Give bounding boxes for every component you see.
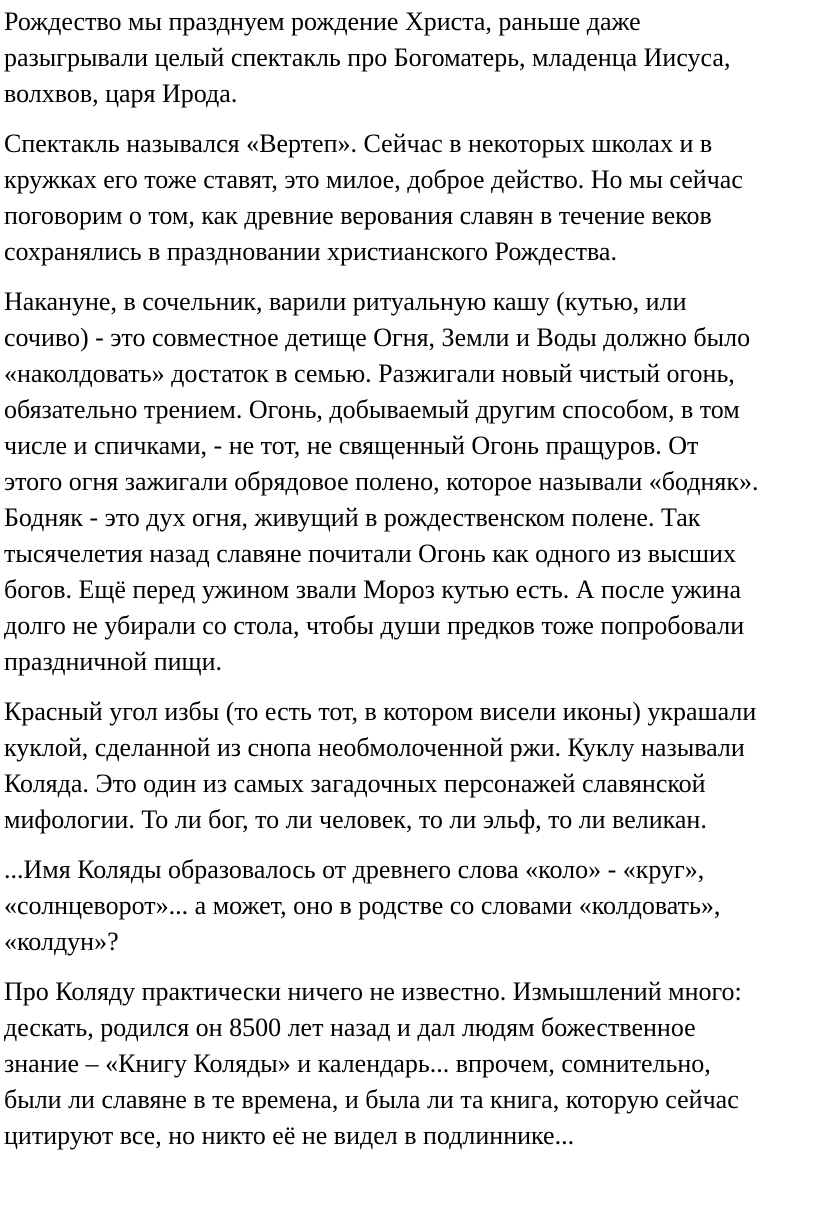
text-line: знание – «Книгу Коляды» и календарь... впрочем, сомнительно, bbox=[4, 1049, 711, 1078]
text-line: Красный угол избы (то есть тот, в котором висели иконы) украшали bbox=[4, 697, 757, 726]
text-line: Спектакль назывался «Вертеп». Сейчас в некоторых школах и в bbox=[4, 129, 713, 158]
text-line: волхвов, царя Ирода. bbox=[4, 79, 238, 108]
paragraph-5 bbox=[4, 852, 812, 960]
text-line: «наколдовать» достаток в семью. Разжигали новый чистый огонь, bbox=[4, 359, 735, 388]
text-line: кружках его тоже ставят, это милое, доброе действо. Но мы сейчас bbox=[4, 165, 743, 194]
text-line: «колдун»? bbox=[4, 927, 119, 956]
paragraph-4 bbox=[4, 694, 812, 838]
text-line: Про Коляду практически ничего не известно. Измышлений много: bbox=[4, 977, 742, 1006]
text-line: сохранялись в праздновании христианского Рождества. bbox=[4, 237, 617, 266]
text-line: разыгрывали целый спектакль про Богоматерь, младенца Иисуса, bbox=[4, 43, 731, 72]
text-line: долго не убирали со стола, чтобы души предков тоже попробовали bbox=[4, 611, 745, 640]
text-line: Рождество мы празднуем рождение Христа, раньше даже bbox=[4, 7, 641, 36]
text-line: «солнцеворот»... а может, оно в родстве со словами «колдовать», bbox=[4, 891, 721, 920]
paragraph-6 bbox=[4, 974, 812, 1154]
text-line: числе и спичками, - не тот, не священный Огонь пращуров. От bbox=[4, 431, 699, 460]
text-line: ...Имя Коляды образовалось от древнего слова «коло» - «круг», bbox=[4, 855, 705, 884]
text-line: цитируют все, но никто её не видел в подлиннике... bbox=[4, 1121, 575, 1150]
paragraph-1 bbox=[4, 4, 812, 112]
text-line: Накануне, в сочельник, варили ритуальную кашу (кутью, или bbox=[4, 287, 687, 316]
paragraph-2 bbox=[4, 126, 812, 270]
text-line: Бодняк - это дух огня, живущий в рождественском полене. Так bbox=[4, 503, 701, 532]
text-line: поговорим о том, как древние верования славян в течение веков bbox=[4, 201, 712, 230]
text-line: праздничной пищи. bbox=[4, 647, 222, 676]
text-line: куклой, сделанной из снопа необмолоченной ржи. Куклу называли bbox=[4, 733, 745, 762]
text-line: мифологии. То ли бог, то ли человек, то ли эльф, то ли великан. bbox=[4, 805, 707, 834]
text-line: сочиво) - это совместное детище Огня, Земли и Воды должно было bbox=[4, 323, 751, 352]
text-line: были ли славяне в те времена, и была ли та книга, которую сейчас bbox=[4, 1085, 739, 1114]
text-line: богов. Ещё перед ужином звали Мороз кутью есть. А после ужина bbox=[4, 575, 742, 604]
text-line: дескать, родился он 8500 лет назад и дал людям божественное bbox=[4, 1013, 696, 1042]
text-line: тысячелетия назад славяне почитали Огонь как одного из высших bbox=[4, 539, 736, 568]
text-line: обязательно трением. Огонь, добываемый другим способом, в том bbox=[4, 395, 740, 424]
text-line: этого огня зажигали обрядовое полено, которое называли «бодняк». bbox=[4, 467, 759, 496]
text-line: Коляда. Это один из самых загадочных персонажей славянской bbox=[4, 769, 706, 798]
paragraph-3 bbox=[4, 284, 812, 680]
